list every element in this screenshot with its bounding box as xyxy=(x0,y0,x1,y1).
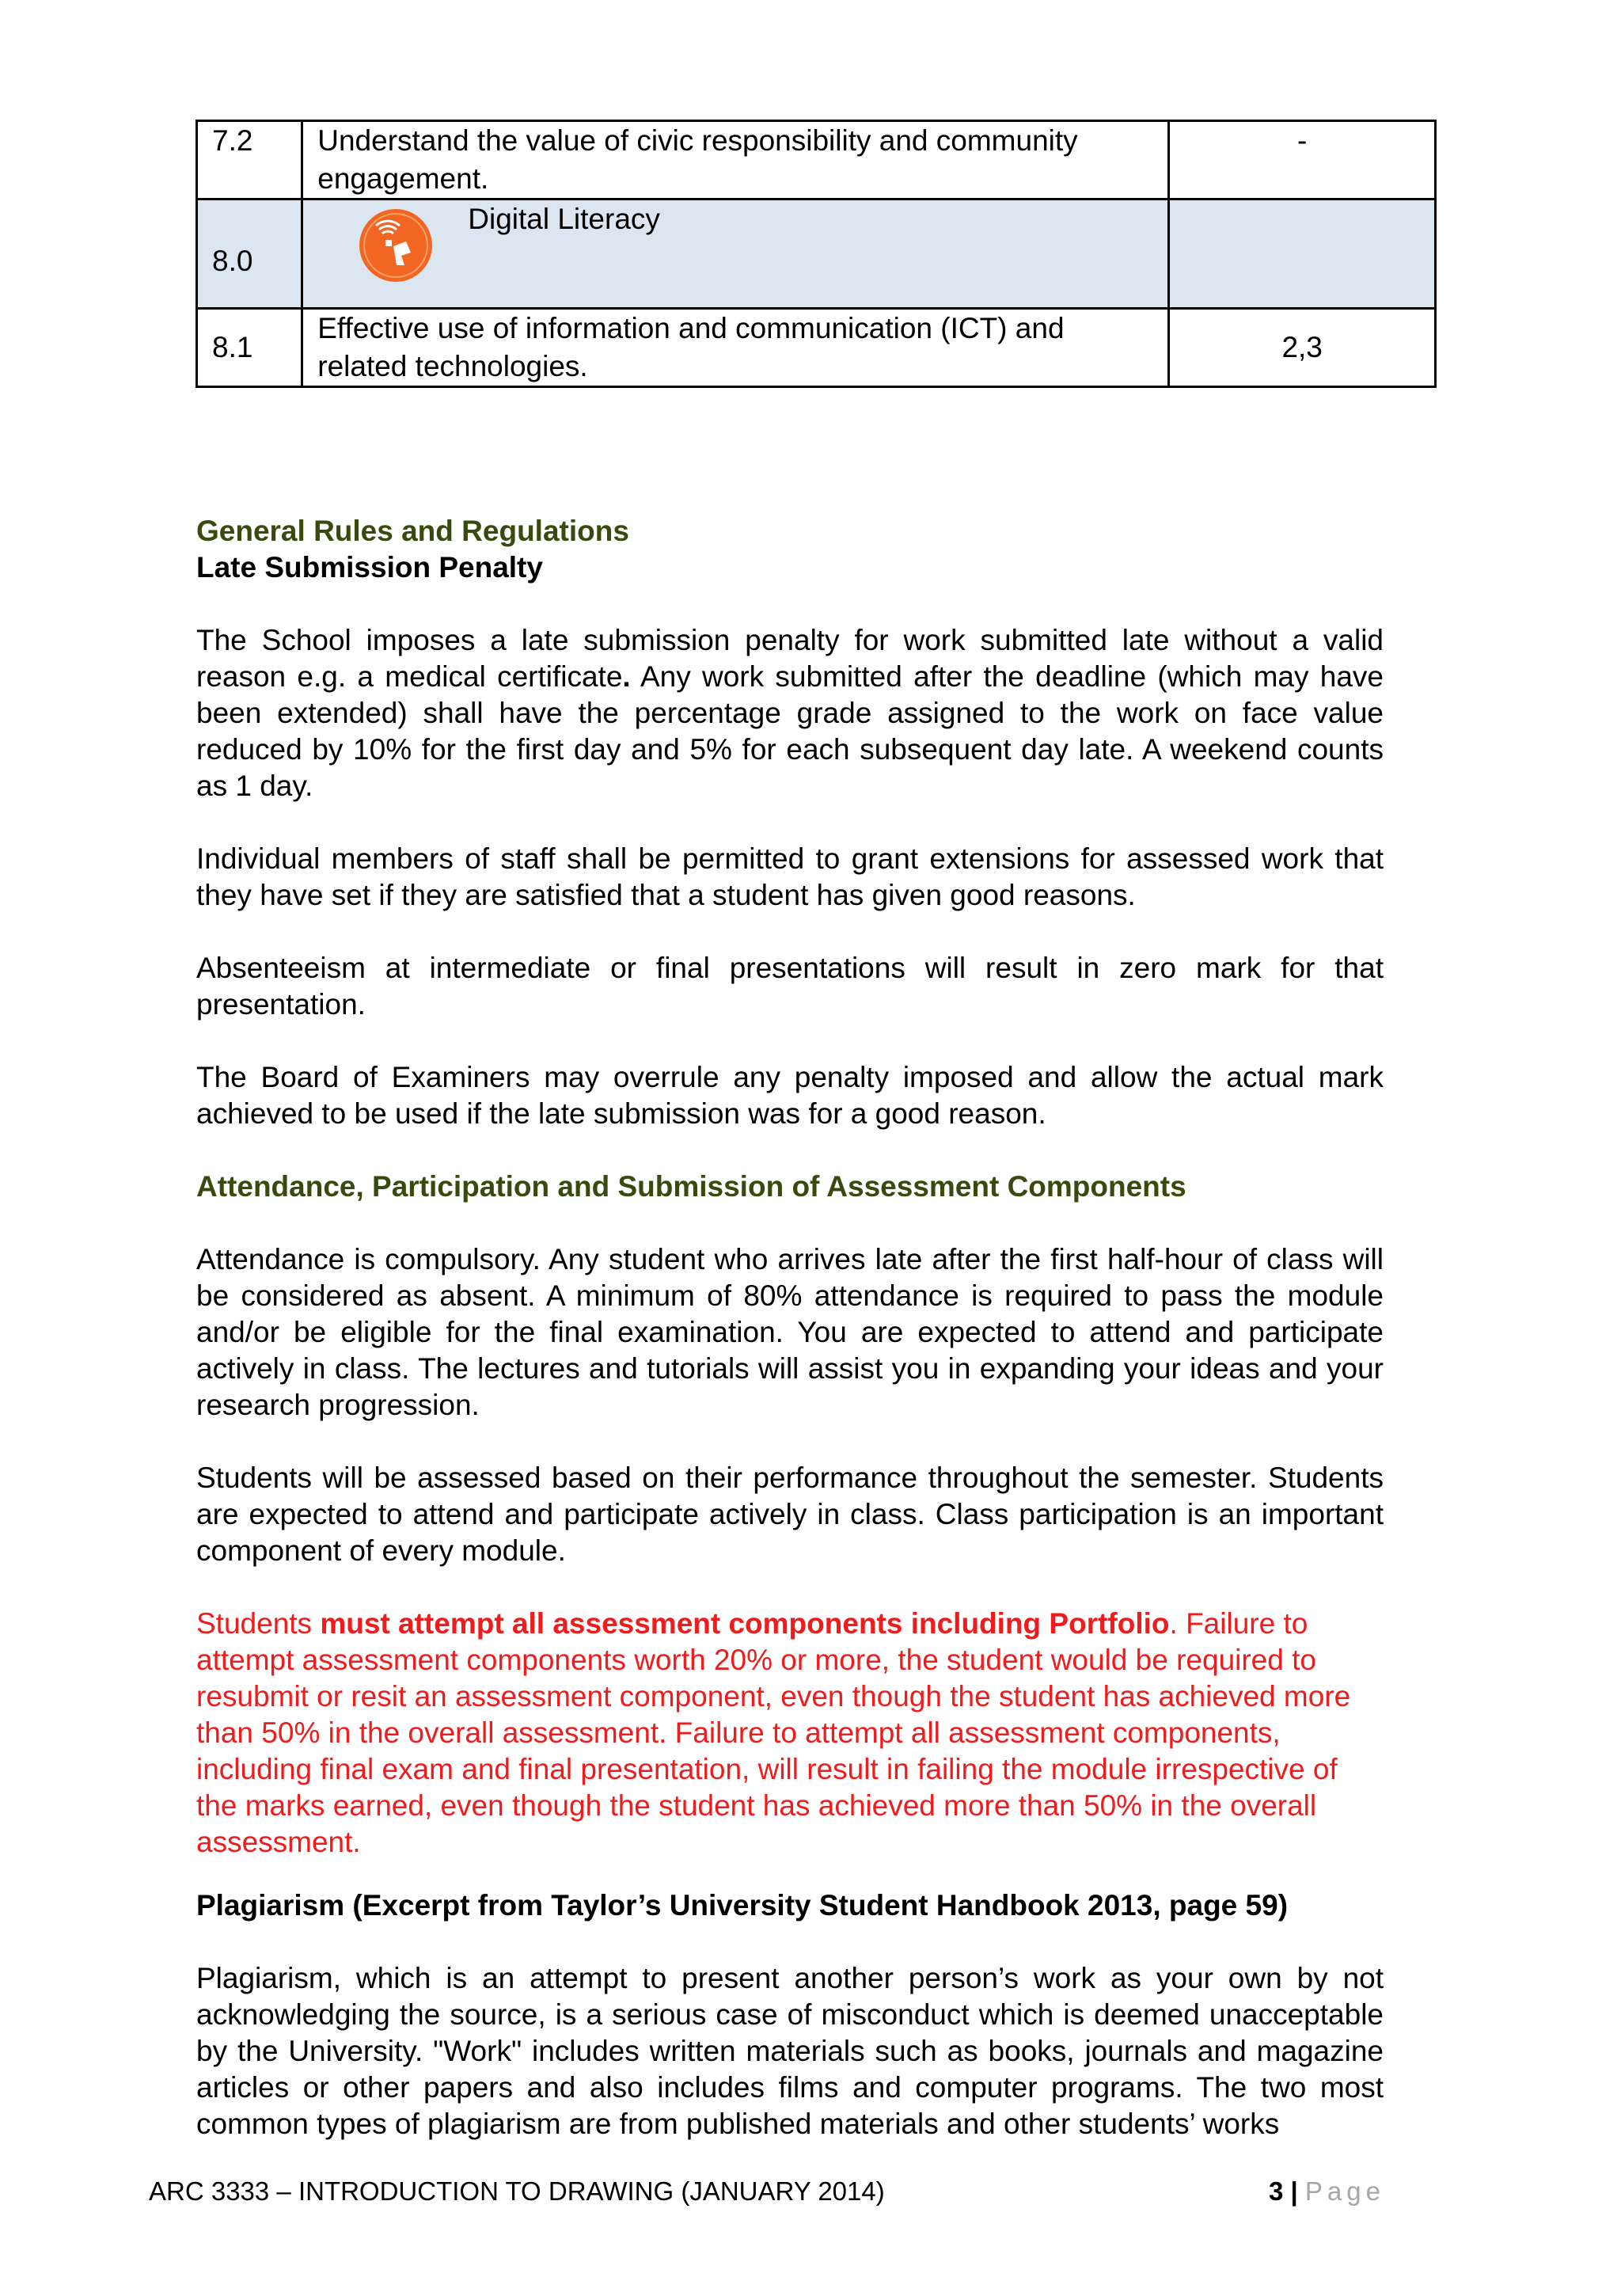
footer-course-title: ARC 3333 – INTRODUCTION TO DRAWING (JANUARY 2014) xyxy=(149,2176,885,2206)
warning-text-rest: . Failure to attempt assessment components worth 20% or more, the student would be required to resubmit or resit an assessment component, even though the student has achieved more than 50% in the overall assessment. Failure to attempt all assessment components, including final exam and final presentation, will result in failing the module irrespective of the marks earned, even though the student has achieved more than 50% in the overall assessment. xyxy=(196,1607,1351,1858)
document-body xyxy=(196,513,1384,2142)
outcome-mapping: - xyxy=(1169,121,1436,200)
late-paragraph-1-rest: Any work submitted after the deadline (which may have been extended) shall have the percentage grade assigned to the work on face value reduced by 10% for the first day and 5% for each subsequent day late. A weekend counts as 1 day. xyxy=(196,660,1384,802)
attendance-paragraph-1: Attendance is compulsory. Any student who arrives late after the first half-hour of class will be considered as absent. A minimum of 80% attendance is required to pass the module and/or be eligible for the final examination. You are expected to attend and participate actively in class. The lectures and tutorials will assist you in expanding your ideas and your research progression. xyxy=(196,1243,1384,1421)
outcome-description: Understand the value of civic responsibility and community engagement. xyxy=(302,121,1169,200)
outcome-description: Effective use of information and communication (ICT) and related technologies. xyxy=(302,309,1169,387)
late-paragraph-1 xyxy=(196,622,1384,804)
page-separator: | xyxy=(1290,2176,1298,2206)
warning-text-bold: must attempt all assessment components including Portfolio xyxy=(320,1607,1170,1640)
table-row xyxy=(197,200,1436,309)
footer-page-number xyxy=(1269,2176,1385,2207)
assessment-warning xyxy=(196,1606,1384,1861)
late-paragraph-3: Absenteeism at intermediate or final presentations will result in zero mark for that presentation. xyxy=(196,952,1384,1021)
table-row xyxy=(197,309,1436,387)
digital-literacy-icon xyxy=(359,208,433,283)
late-paragraph-1-text: The School imposes a late submission penalty for work submitted late without a valid reason e.g. a medical certificate xyxy=(196,624,1384,693)
late-paragraph-4: The Board of Examiners may overrule any penalty imposed and allow the actual mark achieved to be used if the late submission was for a good reason. xyxy=(196,1061,1384,1130)
section-title: General Rules and Regulations xyxy=(196,515,629,547)
page-number: 3 xyxy=(1268,2176,1284,2206)
attendance-paragraph-2: Students will be assessed based on their performance throughout the semester. Students are expected to attend and participate actively in class. Class participation is an important component of every module. xyxy=(196,1462,1384,1567)
table-row xyxy=(197,121,1436,200)
learning-outcomes-table xyxy=(196,120,1437,388)
late-submission-heading: Late Submission Penalty xyxy=(196,551,543,584)
late-paragraph-2: Individual members of staff shall be permitted to grant extensions for assessed work that they have set if they are satisfied that a student has given good reasons. xyxy=(196,842,1384,911)
outcome-number: 8.1 xyxy=(197,309,302,387)
outcome-number: 8.0 xyxy=(197,200,302,309)
outcome-mapping: 2,3 xyxy=(1169,309,1436,387)
attendance-heading: Attendance, Participation and Submission of Assessment Components xyxy=(196,1170,1186,1203)
outcome-number: 7.2 xyxy=(197,121,302,200)
late-paragraph-1-period: . xyxy=(622,660,631,693)
plagiarism-heading: Plagiarism (Excerpt from Taylor’s University Student Handbook 2013, page 59) xyxy=(196,1889,1289,1922)
plagiarism-paragraph: Plagiarism, which is an attempt to present another person’s work as your own by not acknowledging the source, is a serious case of misconduct which is deemed unacceptable by the University. "Work" includes written materials such as books, journals and magazine articles or other papers and also includes films and computer programs. The two most common types of plagiarism are from published materials and other students’ works xyxy=(196,1962,1384,2140)
warning-text-start: Students xyxy=(196,1607,321,1640)
outcome-description-cell xyxy=(302,200,1169,309)
digital-literacy-label: Digital Literacy xyxy=(468,203,660,235)
outcome-mapping xyxy=(1169,200,1436,309)
page-label: Page xyxy=(1304,2176,1385,2206)
